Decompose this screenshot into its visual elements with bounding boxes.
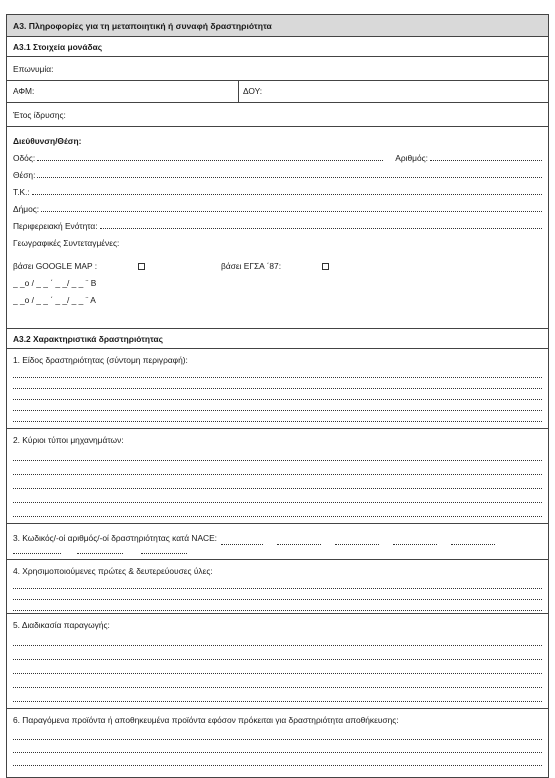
q4-block[interactable] <box>7 560 548 614</box>
google-label: βάσει GOOGLE MAP : <box>13 261 98 271</box>
postcode-line[interactable] <box>13 184 542 201</box>
section-header: Α3. Πληροφορίες για τη μεταποιητική ή συναφή δραστηριότητα <box>7 15 548 37</box>
afm-field[interactable] <box>7 81 239 102</box>
street-line[interactable] <box>13 150 542 167</box>
subsection-a31-title: Α3.1 Στοιχεία μονάδας <box>7 37 548 57</box>
region-line[interactable] <box>13 218 542 235</box>
position-label: Θέση: <box>13 170 36 180</box>
form-page <box>6 14 549 778</box>
address-title: Διεύθυνση/Θέση: <box>13 136 82 146</box>
nace-line-2 <box>13 545 542 559</box>
number-label: Αριθμός: <box>395 153 428 163</box>
name-label: Επωνυμία: <box>13 64 54 74</box>
coord-system-line <box>13 258 542 275</box>
q5-block[interactable] <box>7 614 548 709</box>
egsa-label: βάσει ΕΓΣΑ ΄87: <box>221 261 282 271</box>
q1-label: 1. Είδος δραστηριότητας (σύντομη περιγραφή): <box>13 355 188 365</box>
street-label: Οδός: <box>13 153 36 163</box>
q2-block[interactable] <box>7 429 548 524</box>
google-checkbox[interactable] <box>138 263 145 270</box>
q6-block[interactable] <box>7 709 548 777</box>
municipality-dots <box>41 201 542 212</box>
nace-line <box>13 531 542 545</box>
position-line[interactable] <box>13 167 542 184</box>
postcode-label: Τ.Κ.: <box>13 187 30 197</box>
q3-block[interactable] <box>7 524 548 560</box>
q3-label: 3. Κωδικός/-οί αριθμός/-οί δραστηριότητας κατά NACE: <box>13 533 218 543</box>
doy-field[interactable] <box>239 81 548 102</box>
name-field[interactable] <box>7 57 548 81</box>
q6-label: 6. Παραγόμενα προϊόντα ή αποθηκευμένα προϊόντα εφόσον πρόκειται για δραστηριότητα αποθήκευσης: <box>13 715 399 725</box>
q5-label: 5. Διαδικασία παραγωγής: <box>13 620 110 630</box>
coord-b[interactable]: _ _o / _ _ ΄ _ _/ _ _ ¨ Β <box>13 278 97 288</box>
q4-label: 4. Χρησιμοποιούμενες πρώτες & δευτερεύουσες ύλες: <box>13 566 213 576</box>
afm-label: ΑΦΜ: <box>13 86 35 96</box>
region-dots <box>100 218 542 229</box>
year-field[interactable] <box>7 103 548 127</box>
q1-block[interactable] <box>7 349 548 429</box>
geo-label: Γεωγραφικές Συντεταγμένες: <box>13 238 120 248</box>
address-block <box>7 127 548 329</box>
egsa-checkbox[interactable] <box>322 263 329 270</box>
postcode-dots <box>32 184 542 195</box>
subsection-a32-title: Α3.2 Χαρακτηριστικά δραστηριότητας <box>7 329 548 349</box>
position-dots <box>37 167 542 178</box>
coord-a[interactable]: _ _o / _ _ ΄ _ _/ _ _ ¨ Α <box>13 295 96 305</box>
municipality-line[interactable] <box>13 201 542 218</box>
year-label: Έτος ίδρυσης: <box>13 110 66 120</box>
municipality-label: Δήμος: <box>13 204 40 214</box>
number-dots <box>430 150 542 161</box>
afm-doy-row <box>7 81 548 103</box>
region-label: Περιφερειακή Ενότητα: <box>13 221 98 231</box>
q2-label: 2. Κύριοι τύποι μηχανημάτων: <box>13 435 124 445</box>
street-dots <box>37 150 383 161</box>
doy-label: ΔΟΥ: <box>243 86 263 96</box>
